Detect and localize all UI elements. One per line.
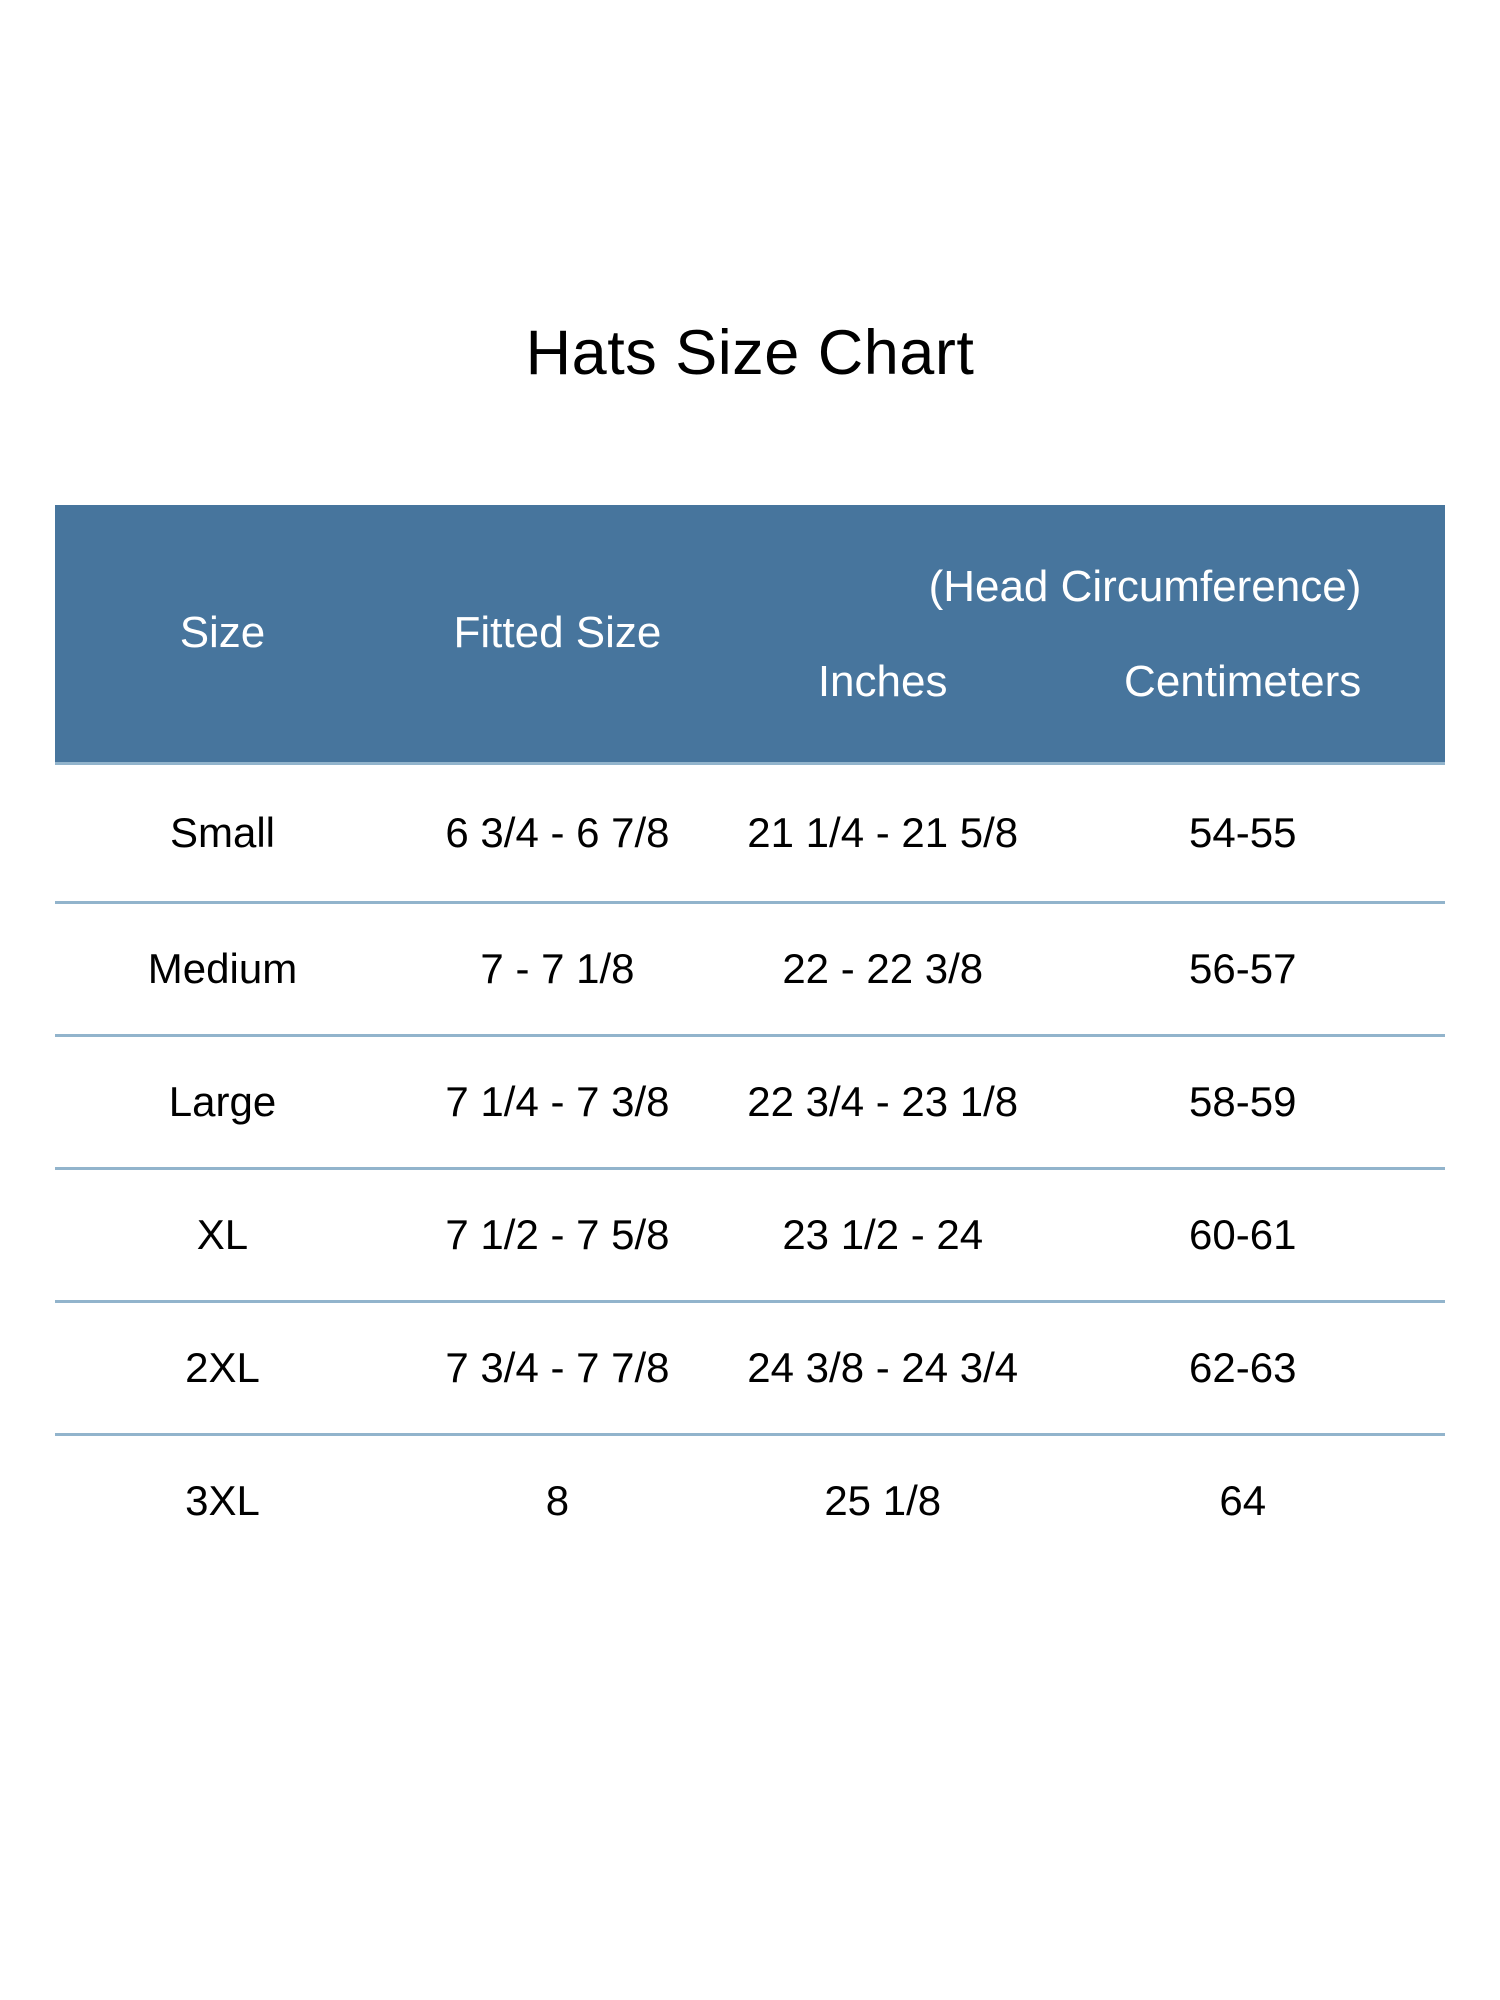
header-fitted-size: Fitted Size — [453, 608, 662, 658]
cell-centimeters: 64 — [1219, 1476, 1267, 1524]
header-centimeters: Centimeters — [1124, 656, 1362, 706]
cell-size: Large — [168, 1077, 277, 1125]
cell-inches: 22 - 22 3/8 — [782, 944, 984, 992]
table-row-3xl — [55, 1433, 1445, 1566]
cell-size: 2XL — [185, 1343, 260, 1391]
header-head-circumference-group — [725, 505, 1445, 762]
cell-inches: 21 1/4 - 21 5/8 — [747, 808, 1019, 856]
cell-fitted-size: 8 — [545, 1476, 570, 1524]
cell-fitted-size: 7 - 7 1/8 — [480, 944, 635, 992]
cell-size: 3XL — [185, 1476, 260, 1524]
cell-fitted-size: 7 1/4 - 7 3/8 — [445, 1077, 670, 1125]
cell-centimeters: 62-63 — [1189, 1343, 1297, 1391]
header-subrow — [725, 634, 1445, 729]
table-row-2xl — [55, 1300, 1445, 1433]
table-row-medium — [55, 901, 1445, 1034]
cell-centimeters: 60-61 — [1189, 1210, 1297, 1258]
cell-size: Small — [169, 808, 275, 856]
cell-inches: 23 1/2 - 24 — [782, 1210, 984, 1258]
header-inches: Inches — [817, 656, 948, 706]
cell-centimeters: 54-55 — [1189, 808, 1297, 856]
table-row-small — [55, 765, 1445, 901]
cell-inches: 24 3/8 - 24 3/4 — [747, 1343, 1019, 1391]
header-head-circumference: (Head Circumference) — [928, 561, 1362, 611]
cell-centimeters: 56-57 — [1189, 944, 1297, 992]
cell-fitted-size: 7 3/4 - 7 7/8 — [445, 1343, 670, 1391]
cell-centimeters: 58-59 — [1189, 1077, 1297, 1125]
table-row-xl — [55, 1167, 1445, 1300]
table-header-row — [55, 505, 1445, 765]
cell-fitted-size: 6 3/4 - 6 7/8 — [445, 808, 670, 856]
cell-inches: 25 1/8 — [824, 1476, 942, 1524]
cell-inches: 22 3/4 - 23 1/8 — [747, 1077, 1019, 1125]
cell-fitted-size: 7 1/2 - 7 5/8 — [445, 1210, 670, 1258]
hats-size-table — [55, 505, 1445, 1566]
page-title: Hats Size Chart — [525, 318, 975, 389]
table-row-large — [55, 1034, 1445, 1167]
header-size: Size — [179, 608, 266, 658]
cell-size: XL — [196, 1210, 249, 1258]
cell-size: Medium — [147, 944, 298, 992]
